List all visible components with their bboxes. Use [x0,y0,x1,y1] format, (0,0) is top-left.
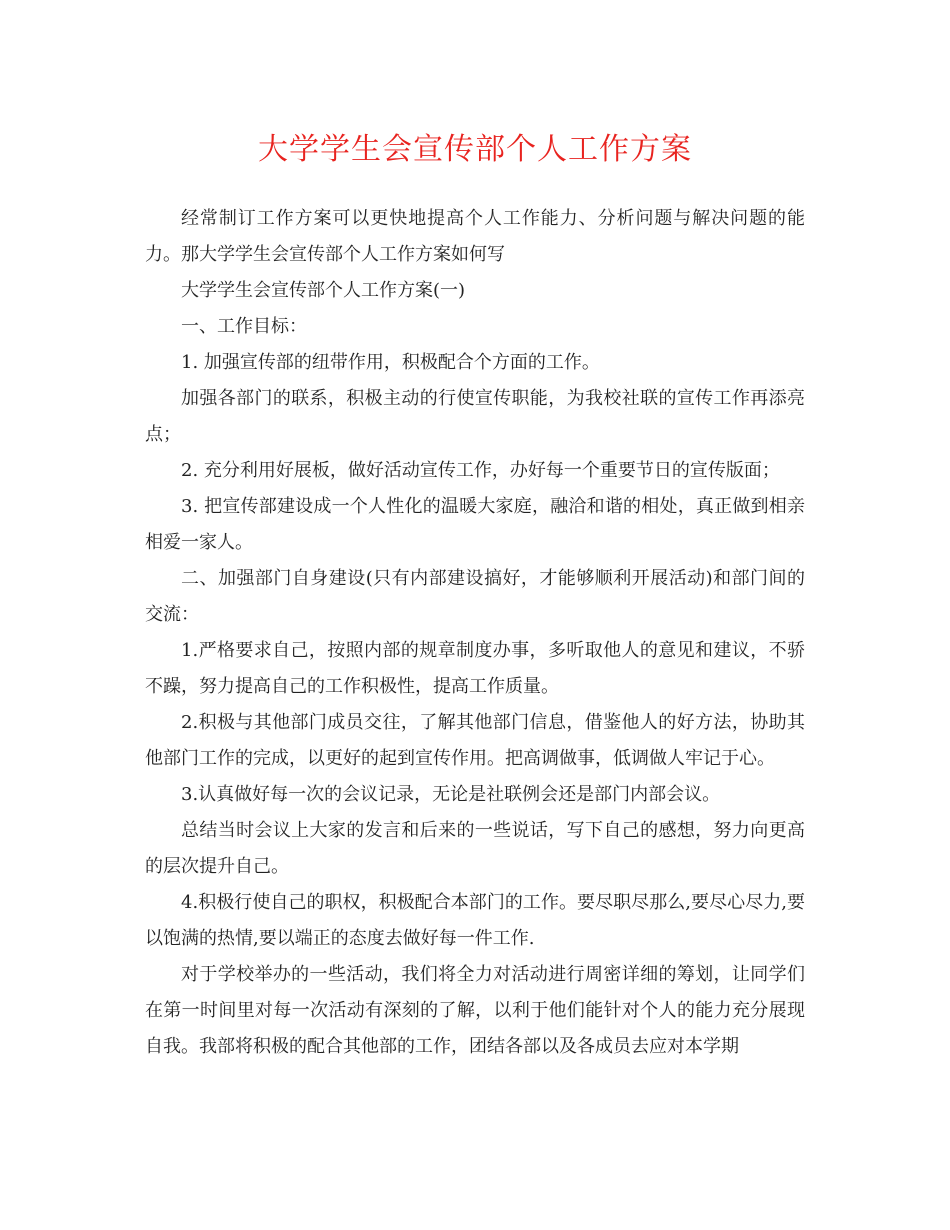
paragraph-goal-3: 3. 把宣传部建设成一个人性化的温暖大家庭，融洽和谐的相处，真正做到相亲相爱一家人。 [145,496,805,553]
document-title: 大学学生会宣传部个人工作方案 [258,132,692,167]
paragraph-building-4: 4.积极行使自己的职权，积极配合本部门的工作。要尽职尽那么,要尽心尽力,要以饱满的热情,要以端正的态度去做好每一件工作. [145,892,805,949]
heading-department-building: 二、加强部门自身建设(只有内部建设搞好，才能够顺利开展活动)和部门间的交流： [145,568,805,625]
paragraph-building-3: 3.认真做好每一次的会议记录，无论是社联例会还是部门内部会议。 [181,784,721,805]
paragraph-building-1: 1.严格要求自己，按照内部的规章制度办事，多听取他人的意见和建议，不骄不躁，努力提高自己的工作积极性，提高工作质量。 [145,640,805,697]
document-body [145,201,805,1065]
paragraph-building-3-detail: 总结当时会议上大家的发言和后来的一些说话，写下自己的感想，努力向更高的层次提升自己。 [145,820,805,877]
paragraph-intro: 经常制订工作方案可以更快地提高个人工作能力、分析问题与解决问题的能力。那大学学生会宣传部个人工作方案如何写 [145,208,805,265]
paragraph-activities: 对于学校举办的一些活动，我们将全力对活动进行周密详细的筹划，让同学们在第一时间里对每一次活动有深刻的了解，以利于他们能针对个人的能力充分展现自我。我部将积极的配合其他部的工作，团结各部以及各成员去应对本学期 [145,964,805,1057]
paragraph-goal-1-detail: 加强各部门的联系，积极主动的行使宣传职能，为我校社联的宣传工作再添亮点； [145,388,805,445]
section-heading-plan-one: 大学学生会宣传部个人工作方案(一) [181,280,466,301]
paragraph-goal-1: 1. 加强宣传部的纽带作用，积极配合个方面的工作。 [181,352,600,373]
paragraph-building-2: 2.积极与其他部门成员交往，了解其他部门信息，借鉴他人的好方法，协助其他部门工作的完成，以更好的起到宣传作用。把高调做事，低调做人牢记于心。 [145,712,805,769]
paragraph-goal-2: 2. 充分利用好展板，做好活动宣传工作，办好每一个重要节日的宣传版面； [181,460,780,481]
heading-work-goals: 一、工作目标： [181,316,307,337]
